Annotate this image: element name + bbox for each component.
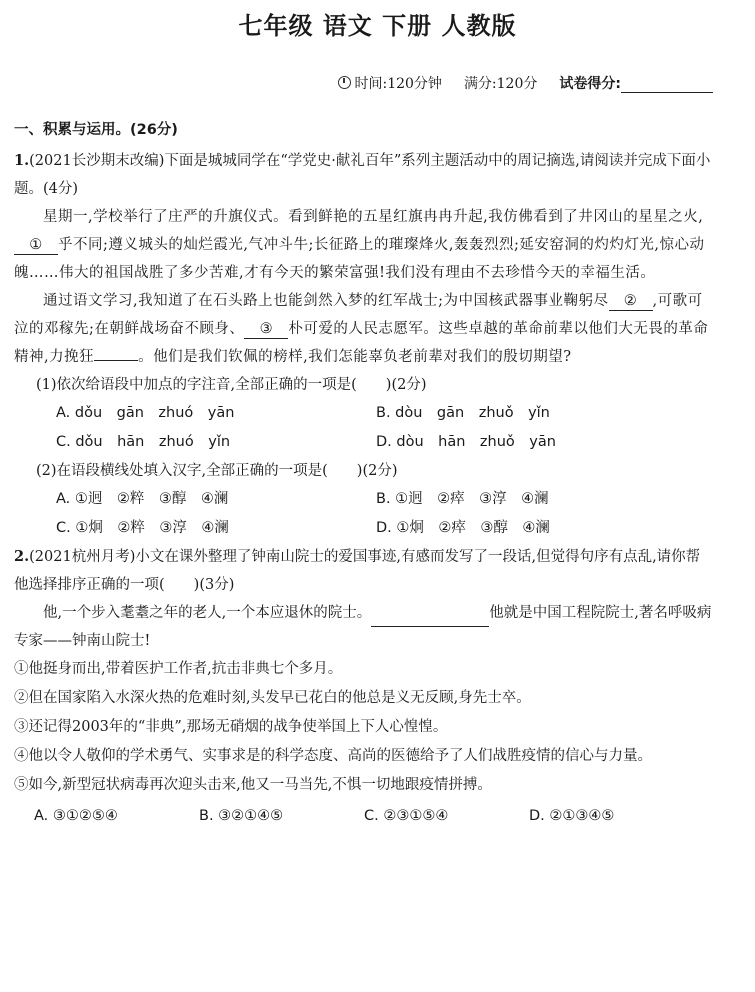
fill-blank-4[interactable] <box>94 360 138 361</box>
fill-blank-1[interactable]: ① <box>14 236 58 255</box>
passage-text: 他就是中国工程院院士,著名呼吸病专家——钟南山院士! <box>14 605 712 649</box>
option-d[interactable]: D. ①炯 ②瘁 ③醇 ④澜 <box>376 520 550 536</box>
question-text: (2021杭州月考)小文在课外整理了钟南山院士的爱国事迹,有感而发写了一段话,但觉得句序有点乱,请你帮他选择排序正确的一项( )(3分) <box>14 549 701 593</box>
question-2-stem <box>14 543 714 599</box>
passage-paragraph-1 <box>14 203 714 287</box>
question-number: 2. <box>14 548 30 565</box>
question-2-options <box>14 800 714 832</box>
paper-score <box>559 73 713 93</box>
passage-text: 星期一,学校举行了庄严的升旗仪式。看到鲜艳的五星红旗冉冉升起,我仿佛看到了井冈山的星星之火, <box>43 209 704 225</box>
time-label: 时间:120分钟 <box>354 76 442 92</box>
passage-text: 朴可爱的人民志愿军。这些卓越的革命前辈以他们大无畏的革命精神,力挽狂 <box>14 321 709 365</box>
answer-blank[interactable] <box>371 610 489 627</box>
exam-meta <box>338 73 713 93</box>
option-b[interactable]: B. dòu gān zhuǒ yǐn <box>376 405 550 421</box>
section-heading: 一、积累与运用。(26分) <box>14 122 178 138</box>
passage-text: 乎不同;遵义城头的灿烂霞光,气冲斗牛;长征路上的璀璨烽火,轰轰烈烈;延安窑洞的灼灼灯光,惊心动魄……伟大的祖国战胜了多少苦难,才有今天的繁荣富强!我们没有理由不去珍惜今天的幸福生活。 <box>14 237 705 281</box>
clock-icon <box>338 76 351 89</box>
passage-text: 通过语文学习,我知道了在石头路上也能剑然入梦的红军战士;为中国核武器事业鞠躬尽 <box>43 293 609 309</box>
option-b[interactable]: B. ①迥 ②瘁 ③淳 ④澜 <box>376 491 549 507</box>
fill-blank-3[interactable]: ③ <box>244 320 288 339</box>
passage-text: 他,一个步入耄耋之年的老人,一个本应退休的院士。 <box>43 605 372 621</box>
time-info <box>338 73 441 93</box>
sub-question-1-options <box>14 399 714 457</box>
sub-question-1: (1)依次给语段中加点的字注音,全部正确的一项是( )(2分) <box>36 377 427 393</box>
question-2-passage <box>14 599 714 655</box>
sentence-item: ⑤如今,新型冠状病毒再次迎头击来,他又一马当先,不惧一切地跟疫情拼搏。 <box>14 777 492 793</box>
fill-blank-2[interactable]: ② <box>609 292 653 311</box>
paper-score-blank[interactable] <box>621 78 713 93</box>
option-c[interactable]: C. ①炯 ②粹 ③淳 ④澜 <box>56 520 229 536</box>
option-a[interactable]: A. ①迥 ②粹 ③醇 ④澜 <box>56 491 229 507</box>
option-a[interactable]: A. dǒu gān zhuó yān <box>56 405 235 421</box>
question-1-stem <box>14 147 714 203</box>
question-text: (2021长沙期末改编)下面是城城同学在“学党史·献礼百年”系列主题活动中的周记摘选,请阅读并完成下面小题。(4分) <box>14 153 711 197</box>
option-d[interactable]: D. ②①③④⑤ <box>529 808 615 824</box>
option-c[interactable]: C. dǒu hān zhuó yǐn <box>56 434 231 450</box>
full-score-label: 满分:120分 <box>463 76 538 92</box>
passage-paragraph-2 <box>14 287 714 371</box>
sentence-list <box>14 655 714 800</box>
sub-question-2: (2)在语段横线处填入汉字,全部正确的一项是( )(2分) <box>36 463 398 479</box>
exam-content <box>14 118 714 832</box>
paper-score-label: 试卷得分: <box>559 76 621 92</box>
sub-question-2-options <box>14 485 714 543</box>
page-title: 七年级 语文 下册 人教版 <box>238 12 517 40</box>
sentence-item: ②但在国家陷入水深火热的危难时刻,头发早已花白的他总是义无反顾,身先士卒。 <box>14 690 531 706</box>
sentence-item: ④他以令人敬仰的学术勇气、实事求是的科学态度、高尚的医德给予了人们战胜疫情的信心与力量。 <box>14 748 652 764</box>
sentence-item: ③还记得2003年的“非典”,那场无硝烟的战争使举国上下人心惶惶。 <box>14 719 448 735</box>
option-b[interactable]: B. ③②①④⑤ <box>199 808 284 824</box>
option-c[interactable]: C. ②③①⑤④ <box>364 808 449 824</box>
option-a[interactable]: A. ③①②⑤④ <box>34 808 118 824</box>
sentence-item: ①他挺身而出,带着医护工作者,抗击非典七个多月。 <box>14 661 343 677</box>
passage-text: 。他们是我们钦佩的榜样,我们怎能辜负老前辈对我们的殷切期望? <box>138 349 572 365</box>
option-d[interactable]: D. dòu hān zhuǒ yān <box>376 434 556 450</box>
passage-text: ,可歌可泣的邓稼先;在朝鲜战场奋不顾身、 <box>14 293 703 337</box>
question-number: 1. <box>14 152 30 169</box>
